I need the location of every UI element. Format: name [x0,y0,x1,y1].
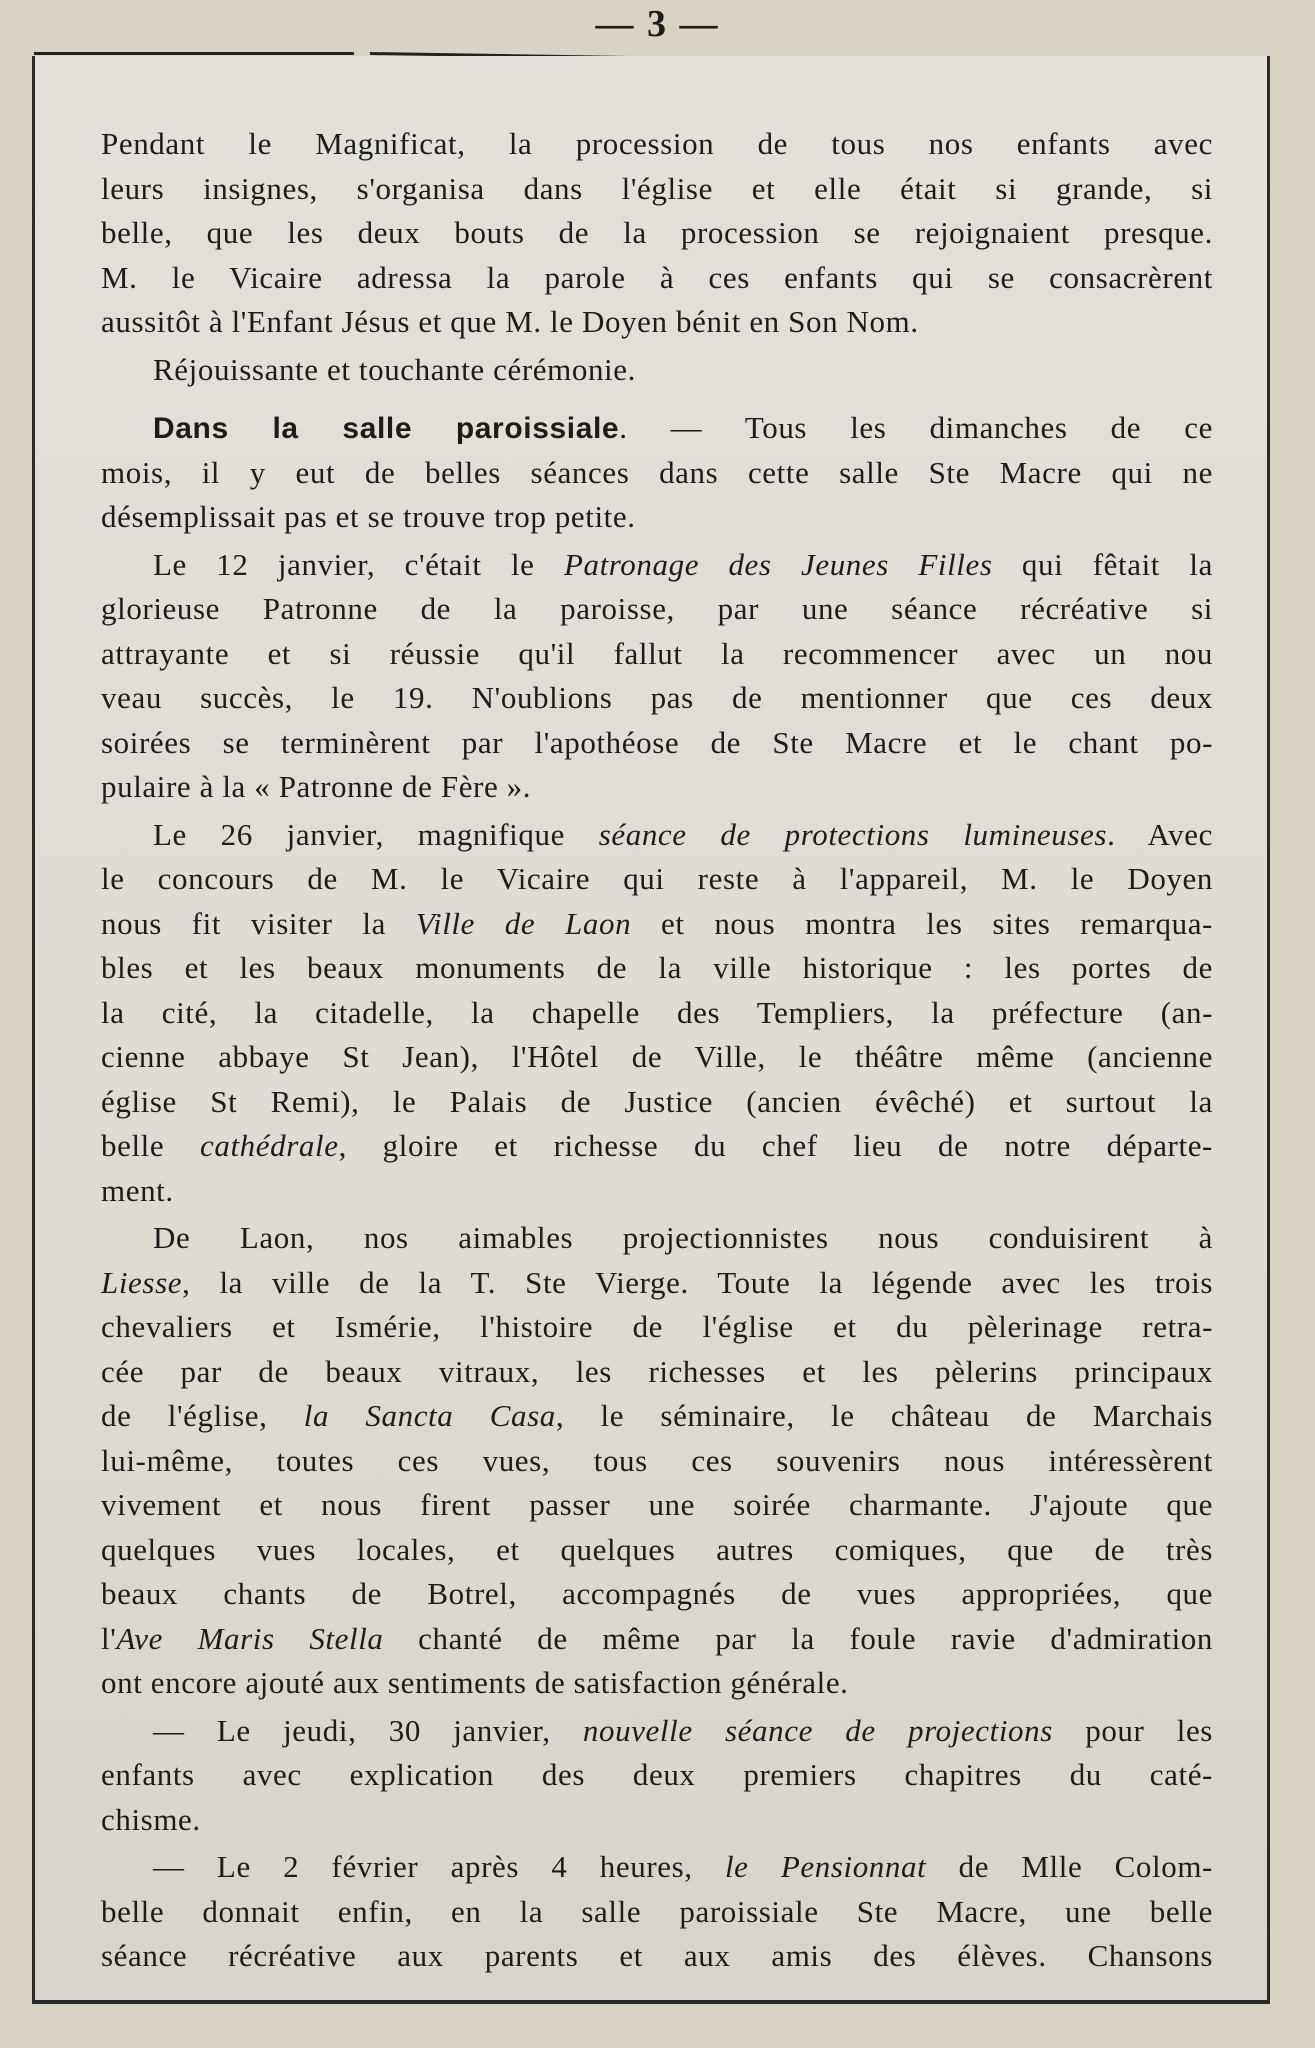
text-line [101,1845,1213,1890]
text-segment: Réjouissante et touchante cérémonie. [153,351,636,387]
text-segment: église St Remi), le Palais de Justice (ancien évêché) et surtout la [101,1083,1213,1119]
text-line [101,1528,1213,1573]
paragraph [101,813,1213,1214]
text-line [101,167,1213,212]
text-segment: attrayante et si réussie qu'il fallut la recommencer avec un nou [101,635,1213,671]
text-segment: ment. [101,1172,174,1208]
text-segment: chevaliers et Ismérie, l'histoire de l'église et du pèlerinage retra- [101,1309,1213,1344]
text-segment: et nous montra les sites remarqua- [631,905,1213,941]
text-segment: — Le 2 février après 4 heures, [153,1849,725,1884]
text-line [101,946,1213,991]
text-segment: glorieuse Patronne de la paroisse, par une séance récréative si [101,591,1213,626]
text-segment: pulaire à la « Patronne de Fère ». [101,769,532,804]
text-segment: Le 26 janvier, magnifique [153,816,599,852]
text-segment: le concours de M. le Vicaire qui reste à l'appareil, M. le Doyen [101,861,1213,896]
text-segment: de l'église, [101,1398,304,1433]
text-segment: quelques vues locales, et quelques autres comiques, que de très [101,1531,1213,1567]
italic-text: Patronage des Jeunes Filles [563,546,993,582]
text-line [101,902,1213,947]
text-segment: de Mlle Colom- [926,1849,1213,1884]
text-line [101,1483,1213,1528]
text-line [101,122,1213,167]
paragraph [101,1845,1213,1979]
italic-text: séance de protections lumineuses [598,816,1108,852]
text-segment: ont encore ajouté aux sentiments de satisfaction générale. [101,1665,849,1700]
text-line [101,211,1213,256]
text-line [101,495,1213,540]
page-number: — 3 — [595,3,720,45]
text-segment: séance récréative aux parents et aux amis des élèves. Chansons [101,1938,1213,1973]
text-segment: nous fit visiter la [101,905,416,941]
text-segment: veau succès, le 19. N'oublions pas de mentionner que ces deux [101,680,1213,715]
text-line [101,1709,1213,1754]
text-line [101,406,1213,451]
text-frame [32,56,1270,2004]
text-line [101,1890,1213,1935]
text-line [101,991,1213,1036]
text-line [101,256,1213,301]
text-segment: — Le jeudi, 30 janvier, [153,1712,583,1748]
text-segment: la cité, la citadelle, la chapelle des Templiers, la préfecture (an- [101,994,1213,1030]
text-segment: désemplissait pas et se trouve trop petite. [101,499,636,534]
header-rule-left [34,52,354,55]
paragraph [101,348,1213,393]
text-line [101,1934,1213,1979]
text-segment: cée par de beaux vitraux, les richesses et les pèlerins principaux [101,1353,1213,1389]
text-segment: cienne abbaye St Jean), l'Hôtel de Ville, le théâtre même (ancienne [101,1039,1213,1074]
italic-text: Ave Maris Stella [116,1620,384,1656]
text-segment: . Avec [1107,816,1213,852]
text-segment: belle, que les deux bouts de la procession se rejoignaient presque. [101,215,1213,250]
text-line [101,1080,1213,1125]
text-line [101,813,1213,858]
text-line [101,1439,1213,1484]
text-line [101,1617,1213,1662]
text-line [101,587,1213,632]
text-segment: Le 12 janvier, c'était le [153,546,564,582]
text-segment: leurs insignes, s'organisa dans l'église et elle était si grande, si [101,170,1213,206]
italic-text: le Pensionnat [724,1849,927,1884]
text-line [101,348,1213,393]
text-segment: . — Tous les dimanches de ce [619,410,1213,445]
text-line [101,451,1213,496]
text-segment: aussitôt à l'Enfant Jésus et que M. le Doyen bénit en Son Nom. [101,304,919,339]
text-segment: vivement et nous firent passer une soirée charmante. J'ajoute que [101,1487,1213,1522]
text-line [101,632,1213,677]
text-segment: mois, il y eut de belles séances dans cette salle Ste Macre qui ne [101,454,1213,490]
text-segment: belle [101,1128,200,1163]
text-line [101,1169,1213,1214]
text-segment: , la ville de la T. Ste Vierge. Toute la légende avec les trois [182,1264,1213,1300]
text-segment: , le séminaire, le château de Marchais [555,1398,1213,1433]
text-segment: chanté de même par la foule ravie d'admiration [383,1620,1213,1656]
text-line [101,1661,1213,1706]
italic-text: cathédrale [199,1128,339,1163]
text-line [101,1572,1213,1617]
text-line [101,1394,1213,1439]
text-line [101,721,1213,766]
text-segment: Pendant le Magnificat, la procession de tous nos enfants avec [101,126,1213,161]
text-segment: pour les [1052,1712,1213,1748]
paragraph [101,122,1213,345]
text-segment: bles et les beaux monuments de la ville historique : les portes de [101,950,1213,985]
paragraph [101,1709,1213,1843]
italic-text: Ville de Laon [415,905,632,941]
text-line [101,1305,1213,1350]
text-line [101,857,1213,902]
text-line [101,1124,1213,1169]
text-line [101,1035,1213,1080]
text-line [101,1798,1213,1843]
article-body [101,122,1213,1982]
text-segment: l' [101,1620,117,1656]
text-segment: qui fêtait la [992,546,1213,582]
text-line [101,1350,1213,1395]
text-line [101,543,1213,588]
text-segment: chisme. [101,1801,201,1837]
text-line [101,1753,1213,1798]
text-segment: enfants avec explication des deux premiers chapitres du caté- [101,1757,1213,1792]
text-segment: soirées se terminèrent par l'apothéose de Ste Macre et le chant po- [101,724,1213,760]
text-segment: , gloire et richesse du chef lieu de notre départe- [338,1128,1213,1163]
paragraph [101,543,1213,810]
paragraph [101,406,1213,540]
text-line [101,1216,1213,1261]
text-line [101,765,1213,810]
italic-text: la Sancta Casa [303,1398,556,1433]
italic-text: Liesse [101,1264,183,1300]
italic-text: nouvelle séance de projections [582,1712,1053,1748]
text-segment: lui-même, toutes ces vues, tous ces souvenirs nous intéressèrent [101,1442,1213,1478]
text-segment: beaux chants de Botrel, accompagnés de vues appropriées, que [101,1576,1213,1611]
text-line [101,1261,1213,1306]
text-line [101,676,1213,721]
text-segment: belle donnait enfin, en la salle paroissiale Ste Macre, une belle [101,1893,1213,1929]
paragraph [101,1216,1213,1706]
section-heading: Dans la salle paroissiale [153,412,620,445]
text-segment: De Laon, nos aimables projectionnistes nous conduisirent à [153,1220,1213,1255]
text-segment: M. le Vicaire adressa la parole à ces enfants qui se consacrèrent [101,259,1213,295]
text-line [101,300,1213,345]
